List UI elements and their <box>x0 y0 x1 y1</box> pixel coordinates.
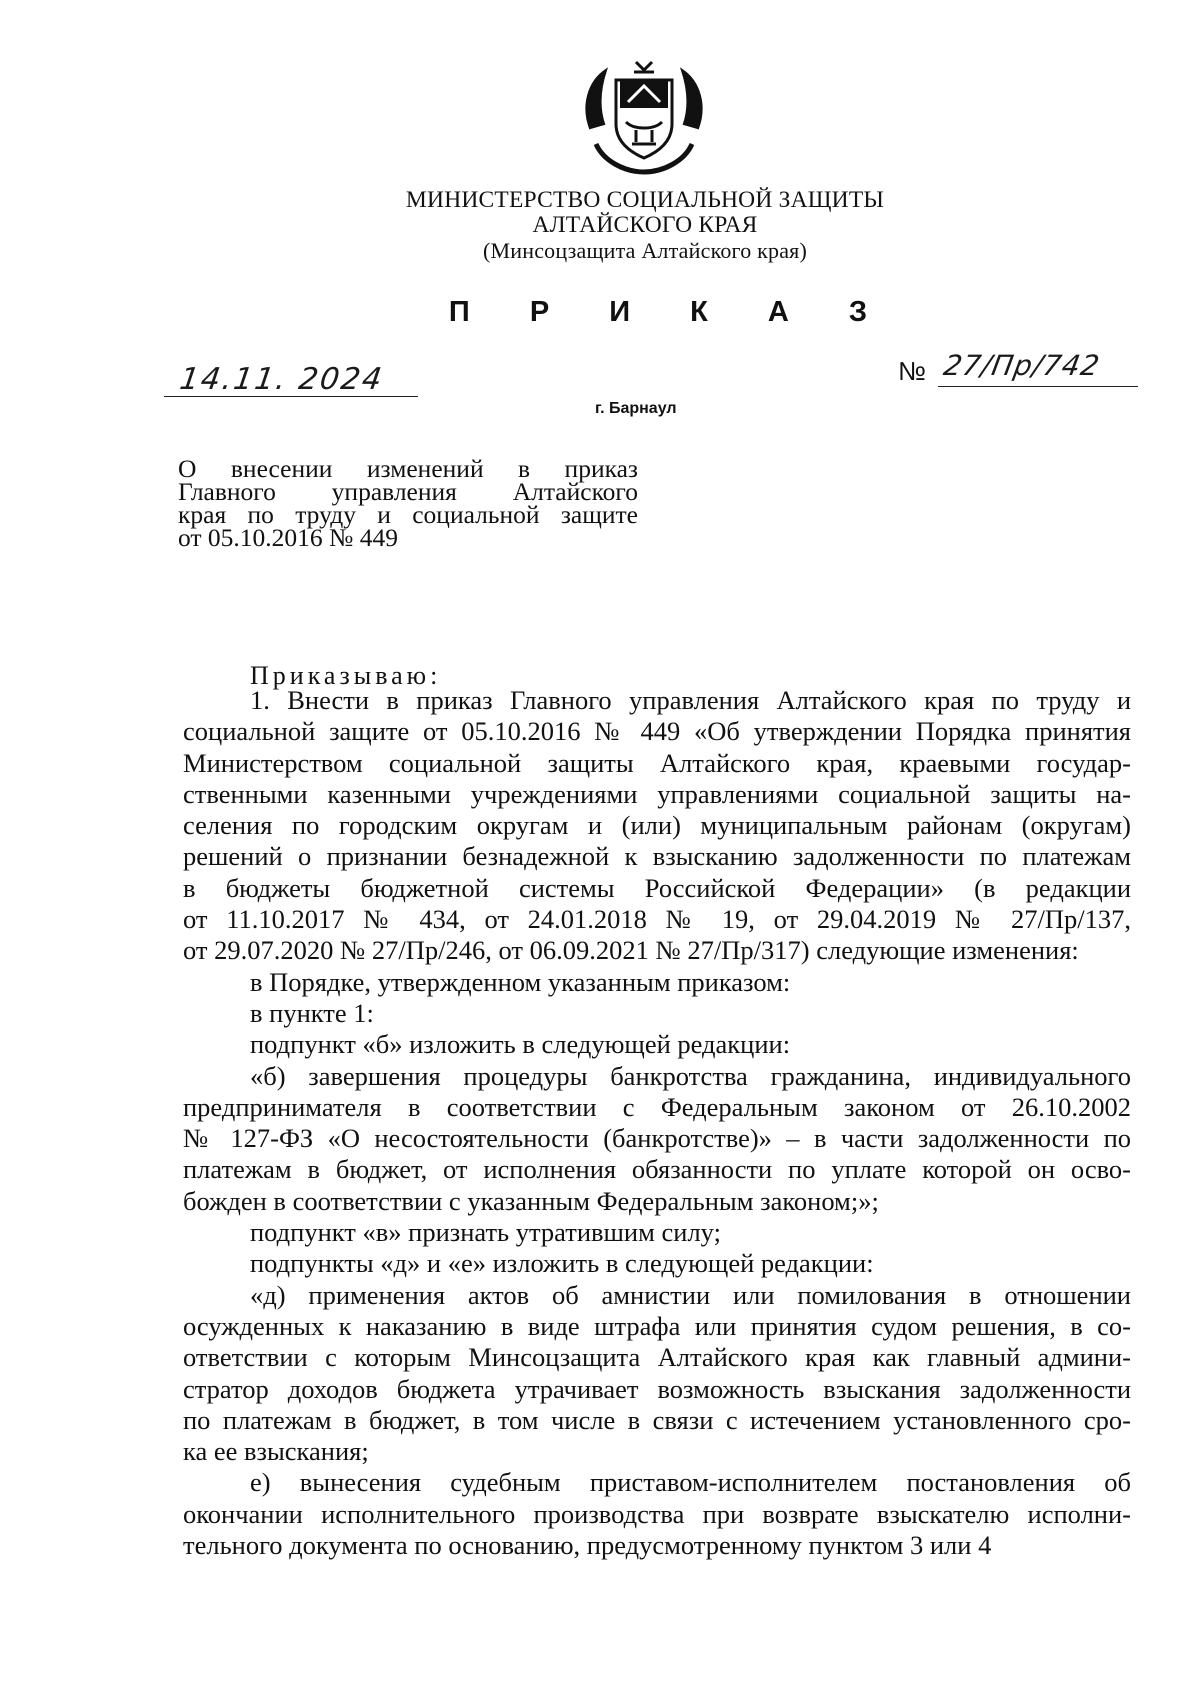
document-type-title: П Р И К А З <box>448 296 894 328</box>
body-paragraph <box>183 967 1131 998</box>
ministry-abbreviation: (Минсоцзащита Алтайского края) <box>482 238 808 263</box>
body-line: от 29.07.2020 № 27/Пр/246, от 06.09.2021 № 27/Пр/317) следующие изменения: <box>183 935 1079 966</box>
ministry-name-line2: АЛТАЙСКОГО КРАЯ <box>532 212 758 238</box>
body-line: селения по городским округам и (или) муниципальным районам (округам) <box>183 810 1131 841</box>
body-line: № 127-ФЗ «О несостоятельности (банкротстве)» – в части задолженности по <box>183 1123 1131 1154</box>
body-line: ответствии с которым Минсоцзащита Алтайского края как главный админи- <box>183 1342 1131 1373</box>
body-paragraph <box>183 685 1131 967</box>
body-paragraph <box>183 1467 1131 1561</box>
body-line: ственными казенными учреждениями управлениями социальной защиты на- <box>183 778 1131 809</box>
order-body-text <box>183 685 1131 1561</box>
body-line: предпринимателя в соответствии с Федеральным законом от 26.10.2002 <box>183 1091 1131 1122</box>
body-line: ка ее взыскания; <box>183 1436 369 1467</box>
handwritten-date: 14.11. 2024 <box>177 362 386 397</box>
order-subject <box>178 454 638 552</box>
subject-line: О внесении изменений в приказ <box>178 454 638 483</box>
body-line: платежам в бюджет, от исполнения обязанности по уплате которой он осво- <box>183 1154 1131 1185</box>
body-paragraph <box>183 1248 1131 1279</box>
body-line: Министерством социальной защиты Алтайского края, краевыми государ- <box>183 747 1131 778</box>
body-line: божден в соответствии с указанным Федеральным законом;»; <box>183 1185 879 1216</box>
body-line: в Порядке, утвержденном указанным приказом: <box>250 966 791 997</box>
body-line: «д) применения актов об амнистии или помилования в отношении <box>250 1279 1131 1310</box>
body-paragraph <box>183 1029 1131 1060</box>
body-line: решений о признании безнадежной к взысканию задолженности по платежам <box>183 841 1131 872</box>
body-line: подпункт «б» изложить в следующей редакции: <box>250 1029 791 1060</box>
subject-line: от 05.10.2016 № 449 <box>178 523 399 552</box>
body-line: окончании исполнительного производства при возврате взыскателю исполни- <box>183 1498 1131 1529</box>
body-line: в бюджеты бюджетной системы Российской Федерации» (в редакции <box>183 872 1131 903</box>
orders-word: Приказываю: <box>250 661 442 690</box>
body-paragraph <box>183 1061 1131 1217</box>
city-label: г. Барнаул <box>595 400 677 417</box>
body-line: подпункт «в» признать утратившим силу; <box>250 1217 721 1248</box>
altai-coat-of-arms-emblem <box>578 58 710 176</box>
body-line: социальной защите от 05.10.2016 № 449 «Об утверждении Порядка принятия <box>183 716 1131 747</box>
body-line: осужденных к наказанию в виде штрафа или принятия судом решения, в со- <box>183 1310 1131 1341</box>
body-line: тельного документа по основанию, предусмотренному пунктом 3 или 4 <box>183 1530 992 1561</box>
subject-line: края по труду и социальной защите <box>178 500 638 529</box>
body-paragraph <box>183 1217 1131 1248</box>
body-line: стратор доходов бюджета утрачивает возможность взыскания задолженности <box>183 1373 1131 1404</box>
date-underline <box>164 396 418 397</box>
body-line: подпункты «д» и «е» изложить в следующей редакции: <box>250 1248 874 1279</box>
body-paragraph <box>183 1280 1131 1468</box>
handwritten-order-number: 27/Пр/742 <box>941 349 1103 382</box>
body-line: по платежам в бюджет, в том числе в связи с истечением установленного сро- <box>183 1404 1131 1435</box>
ministry-header <box>300 188 990 263</box>
number-sign: № <box>898 356 926 386</box>
subject-line: Главного управления Алтайского <box>178 477 638 506</box>
body-line: в пункте 1: <box>250 997 374 1028</box>
ministry-name-line1: МИНИСТЕРСТВО СОЦИАЛЬНОЙ ЗАЩИТЫ <box>405 187 885 213</box>
body-line: е) вынесения судебным приставом-исполнителем постановления об <box>250 1467 1131 1498</box>
body-paragraph <box>183 998 1131 1029</box>
body-line: «б) завершения процедуры банкротства гражданина, индивидуального <box>250 1060 1131 1091</box>
body-line: от 11.10.2017 № 434, от 24.01.2018 № 19, от 29.04.2019 № 27/Пр/137, <box>183 904 1131 935</box>
number-underline <box>938 386 1138 387</box>
body-line: 1. Внести в приказ Главного управления Алтайского края по труду и <box>250 685 1131 715</box>
